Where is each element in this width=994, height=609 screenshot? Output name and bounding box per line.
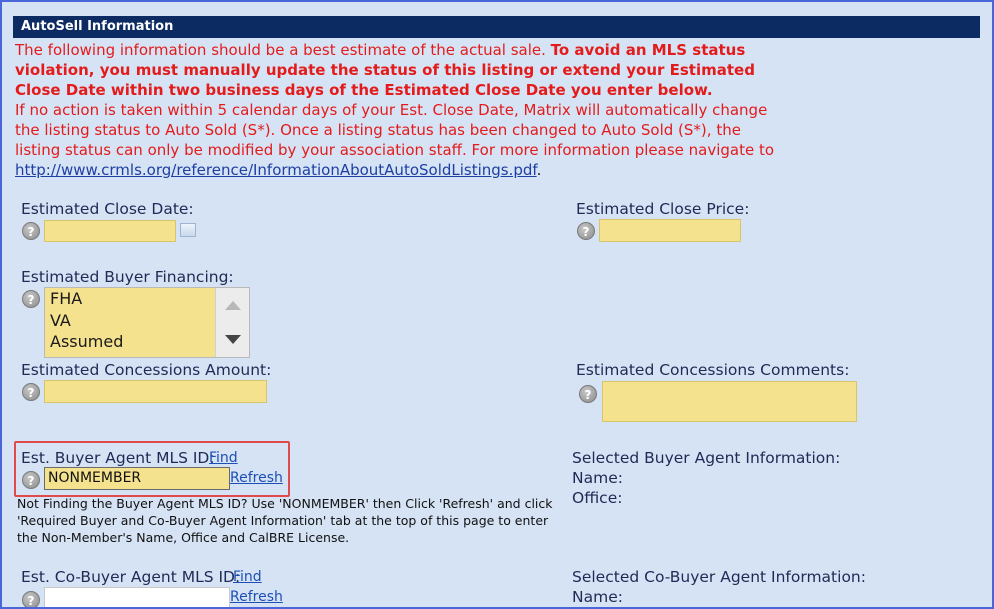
scroll-up-icon[interactable] <box>225 301 241 310</box>
help-icon[interactable]: ? <box>22 471 40 489</box>
est-concessions-amount-label: Estimated Concessions Amount: <box>21 361 272 379</box>
est-concessions-amount-input[interactable] <box>44 380 267 403</box>
notice-intro: The following information should be a best estimate of the actual sale. <box>15 41 551 59</box>
section-header: AutoSell Information <box>13 16 980 38</box>
selected-co-buyer-agent-label: Selected Co-Buyer Agent Information: <box>572 568 866 586</box>
est-close-date-input[interactable] <box>44 220 176 242</box>
buyer-agent-note: Not Finding the Buyer Agent MLS ID? Use 'NONMEMBER' then Click 'Refresh' and click 'Required Buyer and Co-Buyer Agent Information' tab at the top of this page to enter the Non-Member's Name, Office and CalBRE License. <box>17 496 553 545</box>
est-buyer-financing-label: Estimated Buyer Financing: <box>21 268 234 286</box>
est-close-date-label: Estimated Close Date: <box>21 200 194 218</box>
help-icon[interactable]: ? <box>22 591 40 609</box>
financing-option[interactable]: Assumed <box>50 332 124 351</box>
help-icon[interactable]: ? <box>22 290 40 308</box>
help-icon[interactable]: ? <box>579 385 597 403</box>
help-icon[interactable]: ? <box>22 383 40 401</box>
buyer-agent-refresh-link[interactable]: Refresh <box>230 470 283 486</box>
selected-buyer-name-label: Name: <box>572 469 623 487</box>
co-buyer-agent-mls-input[interactable] <box>44 587 230 609</box>
est-concessions-comments-label: Estimated Concessions Comments: <box>576 361 850 379</box>
selected-buyer-office-label: Office: <box>572 489 623 507</box>
financing-option[interactable]: FHA <box>50 289 83 308</box>
notice-body: If no action is taken within 5 calendar days of your Est. Close Date, Matrix will automatically change the listing status to Auto Sold (S*). Once a listing status has been changed to Auto Sold (S*), the listing status can only be modified by your association staff. For more information please navigate to <box>15 101 775 159</box>
help-icon[interactable]: ? <box>577 222 595 240</box>
est-concessions-comments-input[interactable] <box>602 381 857 422</box>
help-icon[interactable]: ? <box>22 222 40 240</box>
est-close-price-input[interactable] <box>599 219 741 242</box>
notice-warning: To avoid an MLS status violation, you must manually update the status of this listing or extend your Estimated Close Date within two business days of the Estimated Close Date you enter below. <box>15 41 755 99</box>
buyer-financing-listbox[interactable] <box>44 287 250 358</box>
autosold-info-link[interactable]: http://www.crmls.org/reference/InformationAboutAutoSoldListings.pdf <box>15 161 537 179</box>
selected-buyer-agent-label: Selected Buyer Agent Information: <box>572 449 841 467</box>
buyer-agent-mls-input[interactable]: NONMEMBER <box>44 467 230 490</box>
scroll-down-icon[interactable] <box>225 335 241 344</box>
co-buyer-agent-find-link[interactable]: Find <box>233 569 262 585</box>
notice-end: . <box>536 161 542 179</box>
co-buyer-agent-mls-label: Est. Co-Buyer Agent MLS ID: <box>21 568 241 586</box>
co-buyer-agent-refresh-link[interactable]: Refresh <box>230 589 283 605</box>
financing-option[interactable]: VA <box>50 310 71 330</box>
listbox-scrollbar[interactable] <box>215 288 249 357</box>
calendar-icon[interactable] <box>180 223 196 237</box>
buyer-agent-mls-label: Est. Buyer Agent MLS ID: <box>21 449 215 467</box>
est-close-price-label: Estimated Close Price: <box>576 200 750 218</box>
selected-co-buyer-name-label: Name: <box>572 588 623 606</box>
autosell-notice <box>15 40 775 180</box>
buyer-agent-find-link[interactable]: Find <box>209 450 238 466</box>
